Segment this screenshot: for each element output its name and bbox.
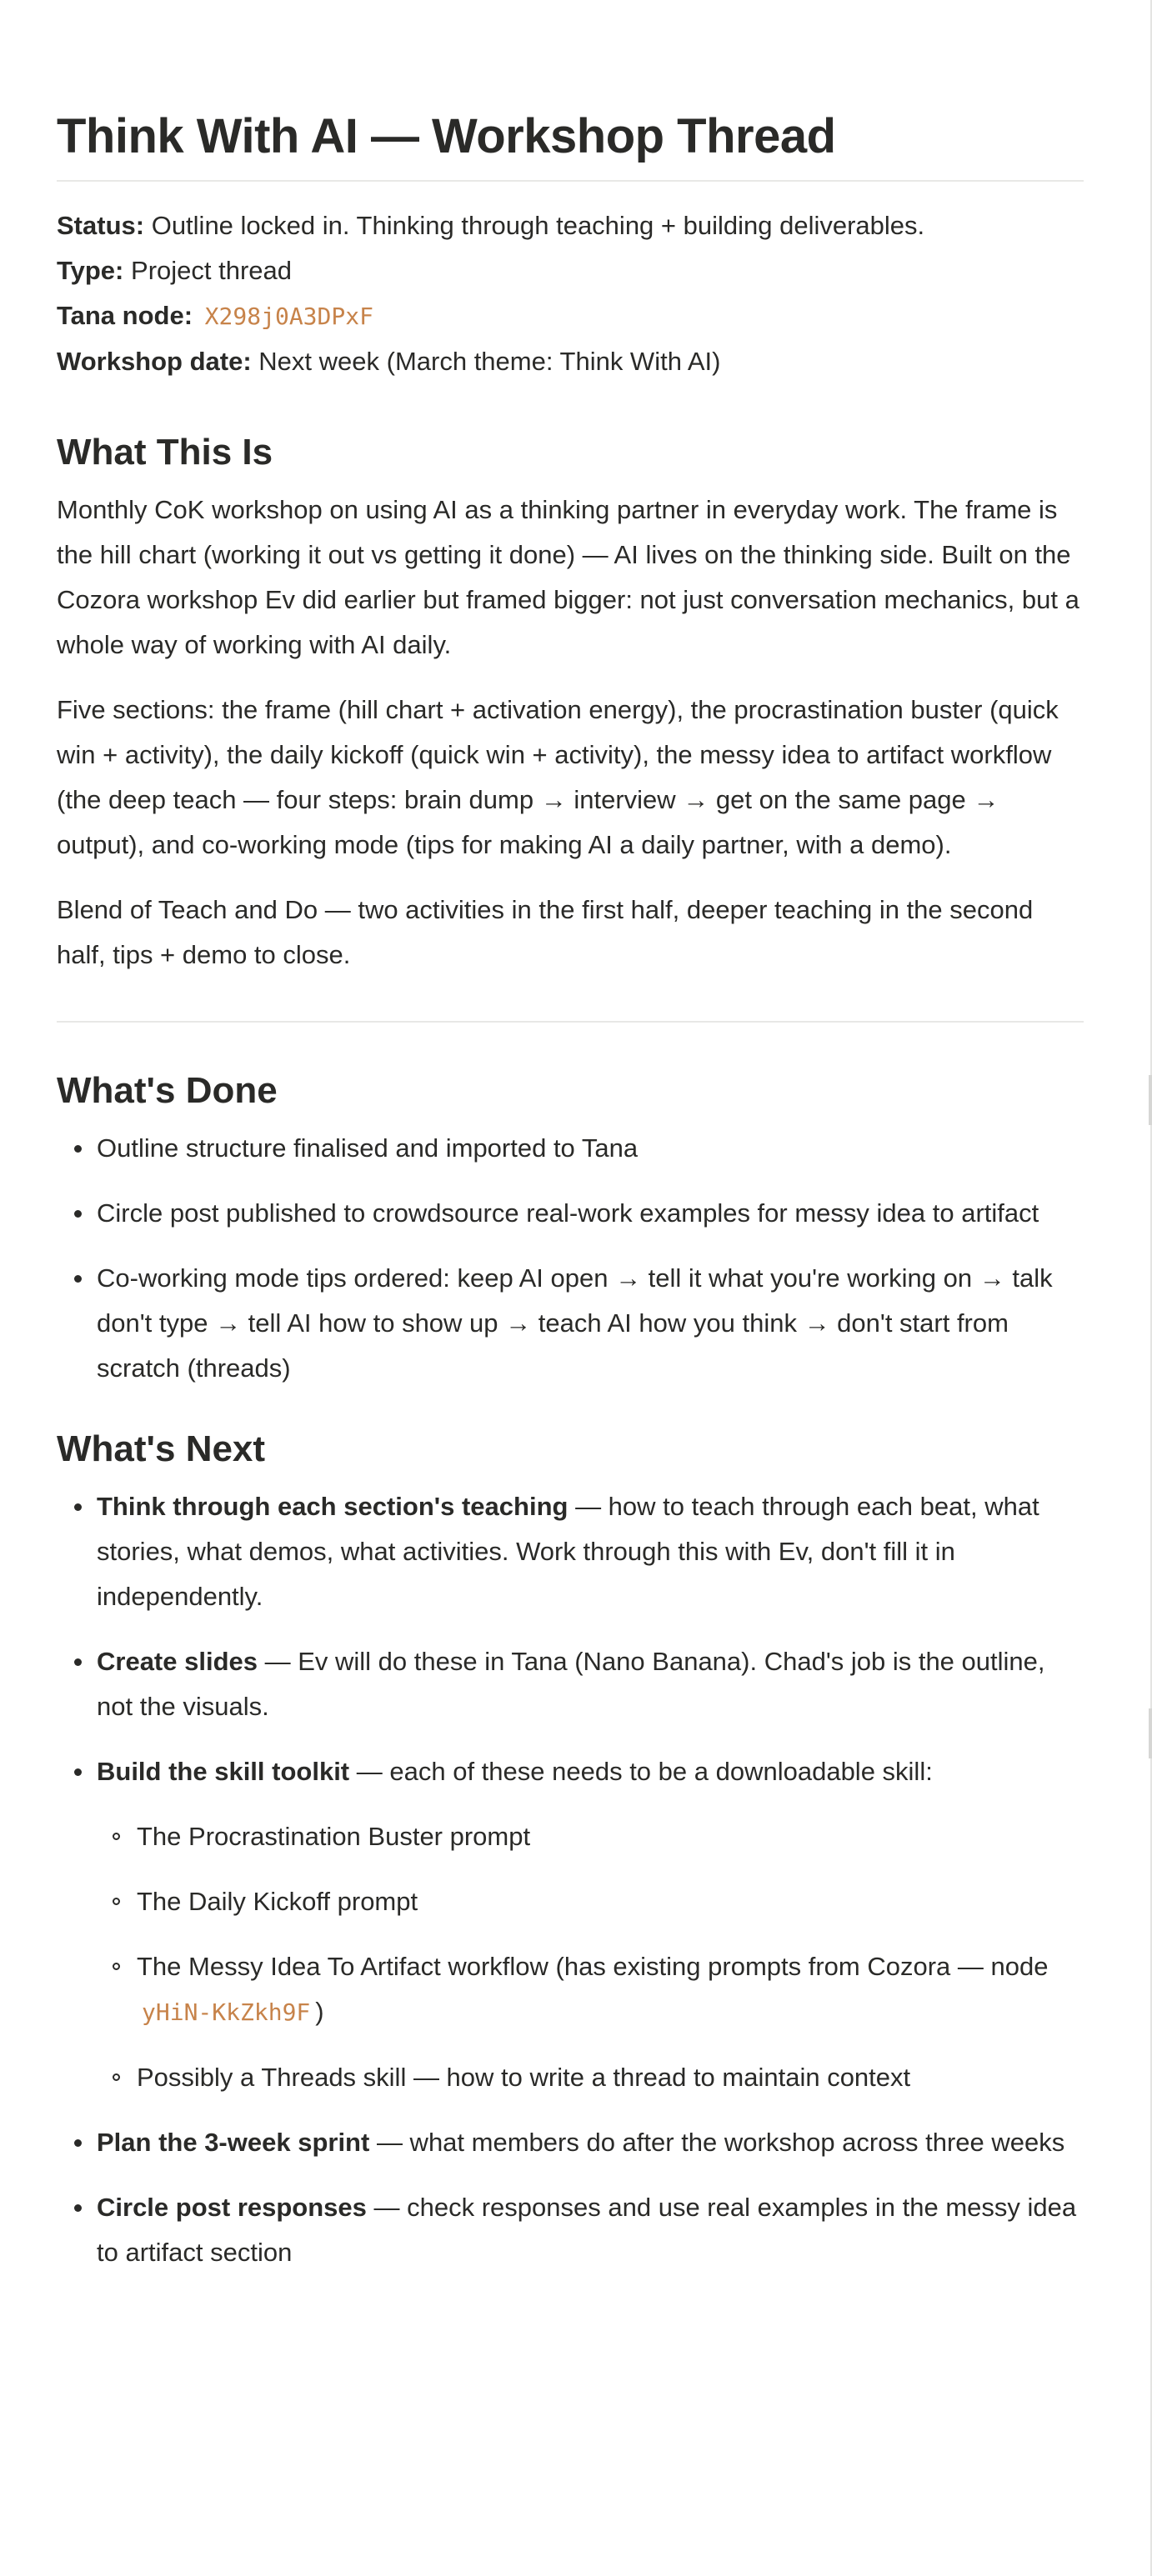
bullet: [74, 1768, 82, 1776]
list-item-bold: Plan the 3-week sprint: [97, 2128, 370, 2157]
meta-tana-label: Tana node:: [57, 301, 193, 330]
list-item-bold: Build the skill toolkit: [97, 1757, 350, 1786]
bullet: [74, 2204, 82, 2212]
list-item: [97, 1191, 1084, 1236]
meta-date-label: Workshop date:: [57, 347, 252, 376]
heading-whats-done: What's Done: [57, 1070, 278, 1111]
meta-type: [57, 248, 1084, 293]
title-divider: [57, 180, 1084, 182]
meta-workshop-date: [57, 339, 1084, 384]
section-divider: [57, 1021, 1084, 1023]
sub-bullet: [113, 1963, 120, 1970]
paragraph: Blend of Teach and Do — two activities in the first half, deeper teaching in the second half, tips + demo to close.: [57, 895, 1034, 969]
sub-list-item-text: ): [315, 1997, 324, 2026]
list-item-text: — each of these needs to be a downloadable skill:: [349, 1757, 933, 1786]
next-list: [57, 1484, 1084, 2275]
bullet: [74, 1210, 82, 1218]
scroll-marker: [1149, 1075, 1152, 1125]
sub-list-item: [137, 1879, 1084, 1924]
meta-date-value: Next week (March theme: Think With AI): [258, 347, 721, 376]
meta-status-label: Status:: [57, 211, 145, 240]
sub-list-item: [137, 1944, 1084, 2035]
sub-list-item-text: The Procrastination Buster prompt: [137, 1822, 531, 1851]
list-item-text: — what members do after the workshop across three weeks: [369, 2128, 1065, 2157]
list-item: [97, 1639, 1084, 1729]
list-item-text: Circle post published to crowdsource real-work examples for messy idea to artifact: [97, 1198, 1039, 1228]
paragraph: Five sections: the frame (hill chart + activation energy), the procrastination buster (quick win + activity), the daily kickoff (quick win + activity), the messy idea to artifact workflow (the deep teach — four steps: brain dump → interview → get on the same page → output), and co-working mode (tips for making AI a daily partner, with a demo).: [57, 695, 1059, 859]
cozora-node-code: yHiN-KkZkh9F: [142, 1998, 311, 2026]
meta-type-value: Project thread: [131, 256, 293, 285]
list-item: [97, 1484, 1084, 1619]
list-item-text: — how to teach through each beat, what stories, what demos, what activities. Work through this with Ev, don't fill it in independently.: [97, 1492, 1039, 1611]
tana-node-code: X298j0A3DPxF: [204, 303, 373, 330]
list-item: [97, 2120, 1084, 2165]
list-item-bold: Create slides: [97, 1647, 258, 1676]
list-item-bold: Circle post responses: [97, 2193, 367, 2222]
list-item: [97, 1256, 1084, 1391]
scroll-marker: [1149, 1708, 1152, 1758]
list-item-text: Co-working mode tips ordered: keep AI open → tell it what you're working on → talk don't type → tell AI how to show up → teach AI how you think → don't start from scratch (threads): [97, 1263, 1053, 1383]
list-item: [97, 1126, 1084, 1171]
bullet: [74, 1503, 82, 1511]
heading-what-this-is: What This Is: [57, 432, 273, 473]
meta-tana-node: [57, 293, 1084, 339]
document: [57, 83, 1084, 2295]
list-item-bold: Think through each section's teaching: [97, 1492, 568, 1521]
sub-list-item-text: Possibly a Threads skill — how to write a thread to maintain context: [137, 2063, 911, 2092]
paragraph: Monthly CoK workshop on using AI as a thinking partner in everyday work. The frame is the hill chart (working it out vs getting it done) — AI lives on the thinking side. Built on the Cozora workshop Ev did earlier but framed bigger: not just conversation mechanics, but a whole way of working with AI daily.: [57, 495, 1079, 659]
bullet: [74, 1145, 82, 1153]
bullet: [74, 1658, 82, 1666]
meta-status-value: Outline locked in. Thinking through teaching + building deliverables.: [151, 211, 925, 240]
list-item: [97, 2185, 1084, 2275]
list-item-text: — check responses and use real examples in the messy idea to artifact section: [97, 2193, 1077, 2267]
list-item-text: Outline structure finalised and imported to Tana: [97, 1133, 639, 1163]
sub-list-item: [137, 2055, 1084, 2100]
sub-list-item-text: The Daily Kickoff prompt: [137, 1887, 418, 1916]
meta-type-label: Type:: [57, 256, 124, 285]
sub-bullet: [113, 2073, 120, 2081]
sub-list-item-text: The Messy Idea To Artifact workflow (has existing prompts from Cozora — node: [137, 1952, 1049, 1981]
sub-bullet: [113, 1833, 120, 1840]
page-title: Think With AI — Workshop Thread: [57, 109, 836, 163]
sub-bullet: [113, 1898, 120, 1905]
list-item-text: — Ev will do these in Tana (Nano Banana). Chad's job is the outline, not the visuals.: [97, 1647, 1045, 1721]
list-item: [97, 1749, 1084, 2100]
done-list: [57, 1126, 1084, 1391]
heading-whats-next: What's Next: [57, 1428, 266, 1469]
bullet: [74, 1275, 82, 1283]
sub-list-item: [137, 1814, 1084, 1859]
bullet: [74, 2139, 82, 2147]
meta-status: [57, 203, 1084, 248]
skill-toolkit-list: [97, 1814, 1084, 2100]
